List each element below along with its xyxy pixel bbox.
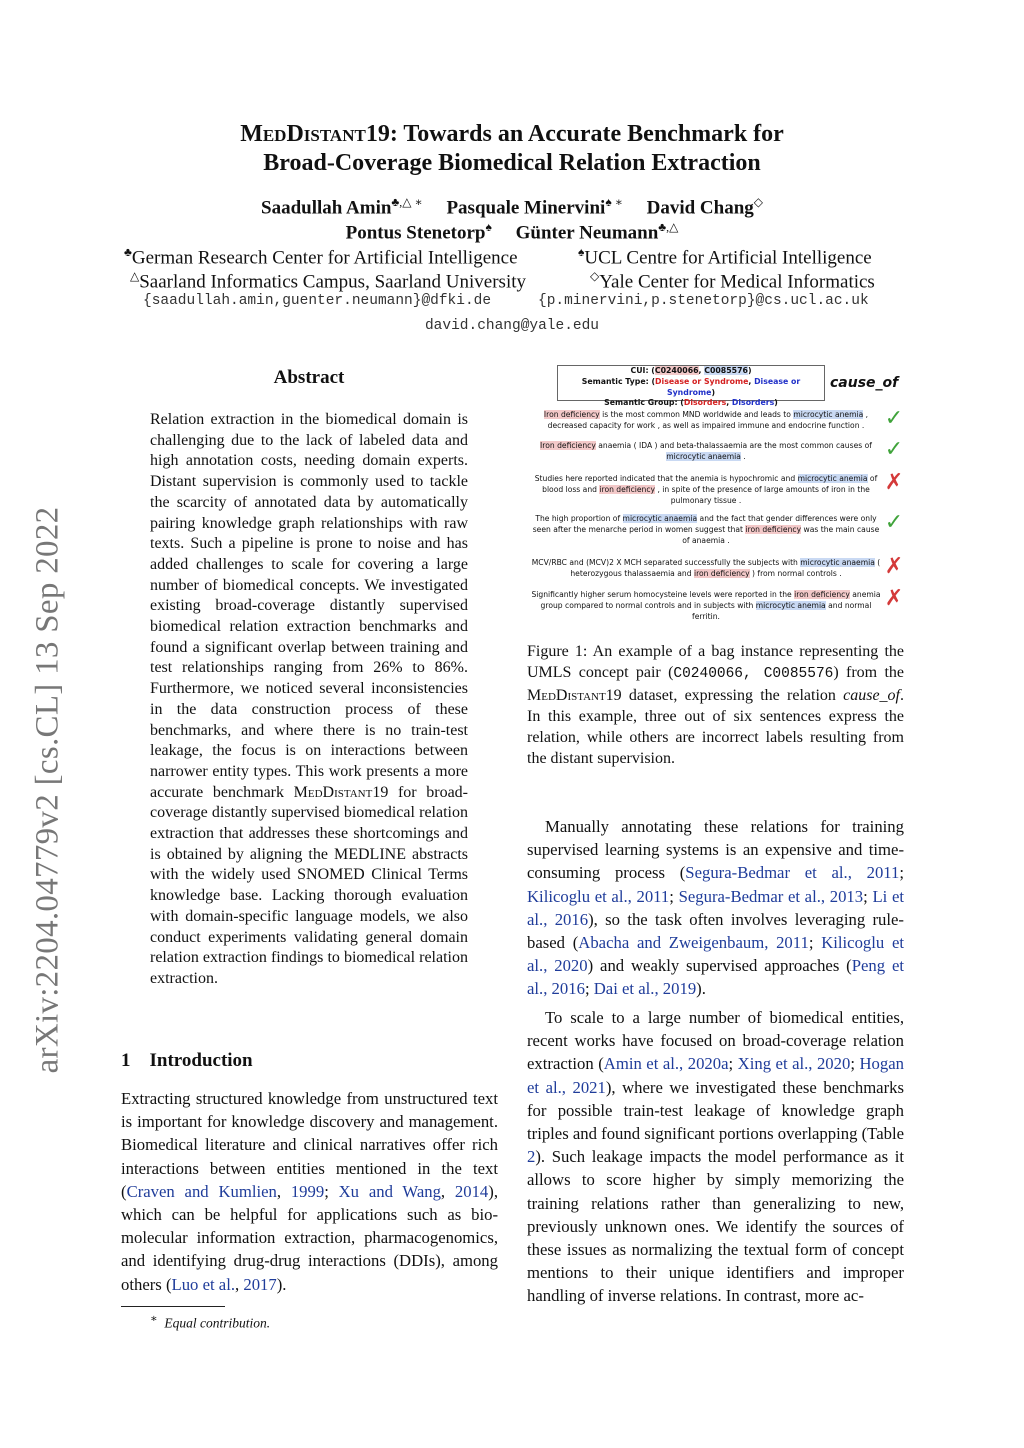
- cui-2: C0085576: [704, 366, 748, 375]
- email-dfki: {saadullah.amin,guenter.neumann}@dfki.de: [143, 293, 492, 309]
- footnote: ∗ Equal contribution.: [150, 1313, 271, 1331]
- citation-link[interactable]: Segura-Bedmar et al., 2011: [685, 863, 900, 883]
- check-icon: ✓: [884, 437, 904, 462]
- affiliation-ucl: ♠UCL Centre for Artificial Intelligence: [578, 245, 872, 269]
- citation-link[interactable]: Craven and Kumlien: [126, 1181, 277, 1201]
- figure-sentence: MCV/RBC and (MCV)2 X MCH separated successfully the subjects with microcytic anaemia ( heterozygous thalassaemia and iron deficiency ) from normal controls .: [531, 558, 881, 578]
- entity-tail: microcytic anemia: [793, 410, 864, 419]
- author-marks: ◇: [753, 195, 763, 209]
- entity-head: Iron deficiency: [543, 410, 600, 419]
- citation-link[interactable]: Xing et al., 2020: [737, 1054, 851, 1074]
- entity-tail: microcytic anaemia: [800, 558, 875, 567]
- author-name: David Chang: [646, 197, 754, 219]
- citation-link[interactable]: Luo et al.: [171, 1274, 235, 1294]
- figure-sentence: Iron deficiency anaemia ( IDA ) and beta-thalassaemia are the most common causes of microcytic anaemia .: [540, 441, 872, 461]
- arxiv-stamp: [18, 470, 78, 1110]
- abstract-heading: Abstract: [273, 367, 345, 388]
- entity-tail: microcytic anaemia: [666, 451, 741, 461]
- author-marks: ♠: [485, 220, 492, 234]
- citation-link[interactable]: 1999: [290, 1181, 325, 1201]
- author-name: Saadullah Amin: [261, 197, 392, 219]
- intro-paragraph: Extracting structured knowledge from unstructured text is important for knowledge discovery and management. Biomedical literature and clinical narratives offer rich interactions between entities mentioned in the text (Craven and Kumlien, 1999; Xu and Wang, 2014), which can be helpful for applications such as bio-molecular information extraction, pharmacogenomics, and identifying drug-drug interactions (DDIs), among others (Luo et al., 2017).: [121, 1089, 498, 1294]
- citation-link[interactable]: Amin et al., 2020a: [603, 1054, 729, 1074]
- entity-tail: microcytic anemia: [797, 474, 868, 483]
- entity-head: iron deficiency: [794, 590, 850, 599]
- citation-link[interactable]: Abacha and Zweigenbaum, 2011: [578, 933, 809, 953]
- citation-link[interactable]: 2017: [243, 1274, 277, 1294]
- cross-icon: ✗: [884, 470, 904, 495]
- entity-head: Iron deficiency: [540, 441, 596, 450]
- author-name: Pasquale Minervini: [446, 197, 606, 219]
- affiliation-dfki: ♣German Research Center for Artificial Intelligence: [124, 245, 518, 269]
- paper-title: [0, 120, 1024, 178]
- cross-icon: ✗: [884, 554, 904, 579]
- body-paragraph-1: Manually annotating these relations for training supervised learning systems is an expensive and time-consuming process (Segura-Bedmar et al., 2011; Kilicoglu et al., 2011; Segura-Bedmar et al., 2013; Li et al., 2016), so the task often involves leveraging rule-based (Abacha and Zweigenbaum, 2011; Kilicoglu et al., 2020) and weakly supervised approaches (Peng et al., 2016; Dai et al., 2019).: [527, 817, 905, 999]
- entity-head: iron deficiency: [693, 568, 750, 578]
- figure-sentence: Studies here reported indicated that the anemia is hypochromic and microcytic anemia of blood loss and iron deficiency , in spite of the presence of large amounts of iron in the pulmonary tissue .: [534, 474, 878, 505]
- figure-sentence: Significantly higher serum homocysteine levels were reported in the iron deficiency anemia group compared to normal controls and in subjects with microcytic anemia and normal ferritin.: [531, 590, 881, 621]
- entity-tail: microcytic anemia: [755, 600, 826, 610]
- figure-sentence: The high proportion of microcytic anaemia and the fact that gender differences were only seen after the menarche period in women suggest that iron deficiency was the main cause of anaemia .: [532, 514, 880, 545]
- affiliation-saarland: △Saarland Informatics Campus, Saarland University: [130, 269, 526, 293]
- footnote-rule: [121, 1306, 225, 1307]
- entity-head: iron deficiency: [745, 524, 802, 534]
- check-icon: ✓: [884, 510, 904, 535]
- affiliation-yale: ◇Yale Center for Medical Informatics: [590, 269, 875, 293]
- abstract-text: Relation extraction in the biomedical domain is challenging due to the lack of labeled data and high annotation costs, needing domain experts. Distant supervision is commonly used to tackle the scarcity of annotated data by automatically pairing knowledge graph relationships with raw texts. Such a pipeline is prone to noise and has added challenges to scale for covering a large number of biomedical concepts. We investigated existing broad-coverage distantly supervised biomedical relation extraction benchmarks and found a significant overlap between training and test relationships ranging from 26% to 86%. Furthermore, we noticed several inconsistencies in the data construction process of these benchmarks, and where there is no train-test leakage, the focus is on interactions between narrower entity types. This work presents a more accurate benchmark MedDistant19 for broad-coverage distantly supervised biomedical relation extraction that addresses these shortcomings and is obtained by aligning the MEDLINE abstracts with the widely used SNOMED Clinical Terms knowledge base. Lacking thorough evaluation with domain-specific language models, we also conduct experiments validating general domain relation extraction findings to biomedical relation extraction.: [150, 411, 468, 987]
- dataset-name: MedDistant: [293, 783, 373, 801]
- email-ucl: {p.minervini,p.stenetorp}@cs.ucl.ac.uk: [538, 293, 869, 309]
- check-icon: ✓: [884, 406, 904, 431]
- author-marks: ♣,△: [658, 220, 679, 234]
- cui-1: C0240066: [654, 366, 699, 375]
- citation-link[interactable]: Kilicoglu et al., 2011: [527, 886, 670, 906]
- cui-box: CUI: (C0240066, C0085576) Semantic Type: (Disease or Syndrome, Disease or Syndrome) Semantic Group: (Disorders, Disorders): [557, 365, 825, 401]
- figure-caption: Figure 1: An example of a bag instance representing the UMLS concept pair (C0240066, C0085576) from the MedDistant19 dataset, expressing the relation cause_of. In this example, three out of six sentences express the relation, while others are incorrect labels resulting from the distant supervision.: [527, 643, 905, 767]
- citation-link[interactable]: Hogan et al., 2021: [527, 1054, 904, 1097]
- author-name: Pontus Stenetorp: [345, 222, 486, 244]
- arxiv-id: arXiv:2204.04779v2 [cs.CL] 13 Sep 2022: [29, 506, 66, 1074]
- figure-1: [525, 362, 909, 632]
- author-name: Günter Neumann: [515, 222, 659, 244]
- title-line2: Broad-Coverage Biomedical Relation Extraction: [263, 150, 761, 176]
- citation-link[interactable]: Xu and Wang: [338, 1181, 441, 1201]
- title-name-sc: MedDistant: [240, 121, 366, 147]
- cross-icon: ✗: [884, 586, 904, 611]
- citation-link[interactable]: Segura-Bedmar et al., 2013: [678, 886, 864, 906]
- section-heading-intro: 1 Introduction: [121, 1050, 253, 1071]
- citation-link[interactable]: Kilicoglu et al., 2020: [527, 933, 904, 976]
- relation-label: cause_of: [830, 375, 899, 391]
- citation-link[interactable]: 2014: [454, 1181, 489, 1201]
- title-line1-rest: 19: Towards an Accurate Benchmark for: [365, 121, 784, 147]
- table-ref-link[interactable]: 2: [527, 1147, 536, 1167]
- citation-link[interactable]: Dai et al., 2019: [593, 979, 697, 999]
- citation-link[interactable]: Li et al., 2016: [527, 886, 904, 929]
- figure-sentence: Iron deficiency is the most common MND worldwide and leads to microcytic anemia , decreased capacity for work , as well as impaired immune and endocrine function .: [543, 410, 869, 430]
- citation-link[interactable]: Peng et al., 2016: [527, 956, 905, 999]
- entity-head: iron deficiency: [599, 484, 656, 494]
- entity-tail: microcytic anaemia: [622, 514, 698, 523]
- body-paragraph-2: To scale to a large number of biomedical entities, recent works have focused on broad-coverage relation extraction (Amin et al., 2020a; Xing et al., 2020; Hogan et al., 2021), where we investigated these benchmarks for possible train-test leakage of knowledge graph triples and found significant portions overlapping (Table 2). Such leakage impacts the model performance as it allows to score higher by simply memorizing the training relations rather than generalizing to new, previously unknown ones. We identify the sources of these issues as normalizing the textual form of concept mentions to their unique identifiers and improper handling of inverse relations. In contrast, more ac-: [527, 1008, 904, 1306]
- email-yale: david.chang@yale.edu: [424, 318, 600, 334]
- author-marks: ♣,△ ∗: [391, 195, 423, 209]
- author-marks: ♠ ∗: [605, 195, 623, 209]
